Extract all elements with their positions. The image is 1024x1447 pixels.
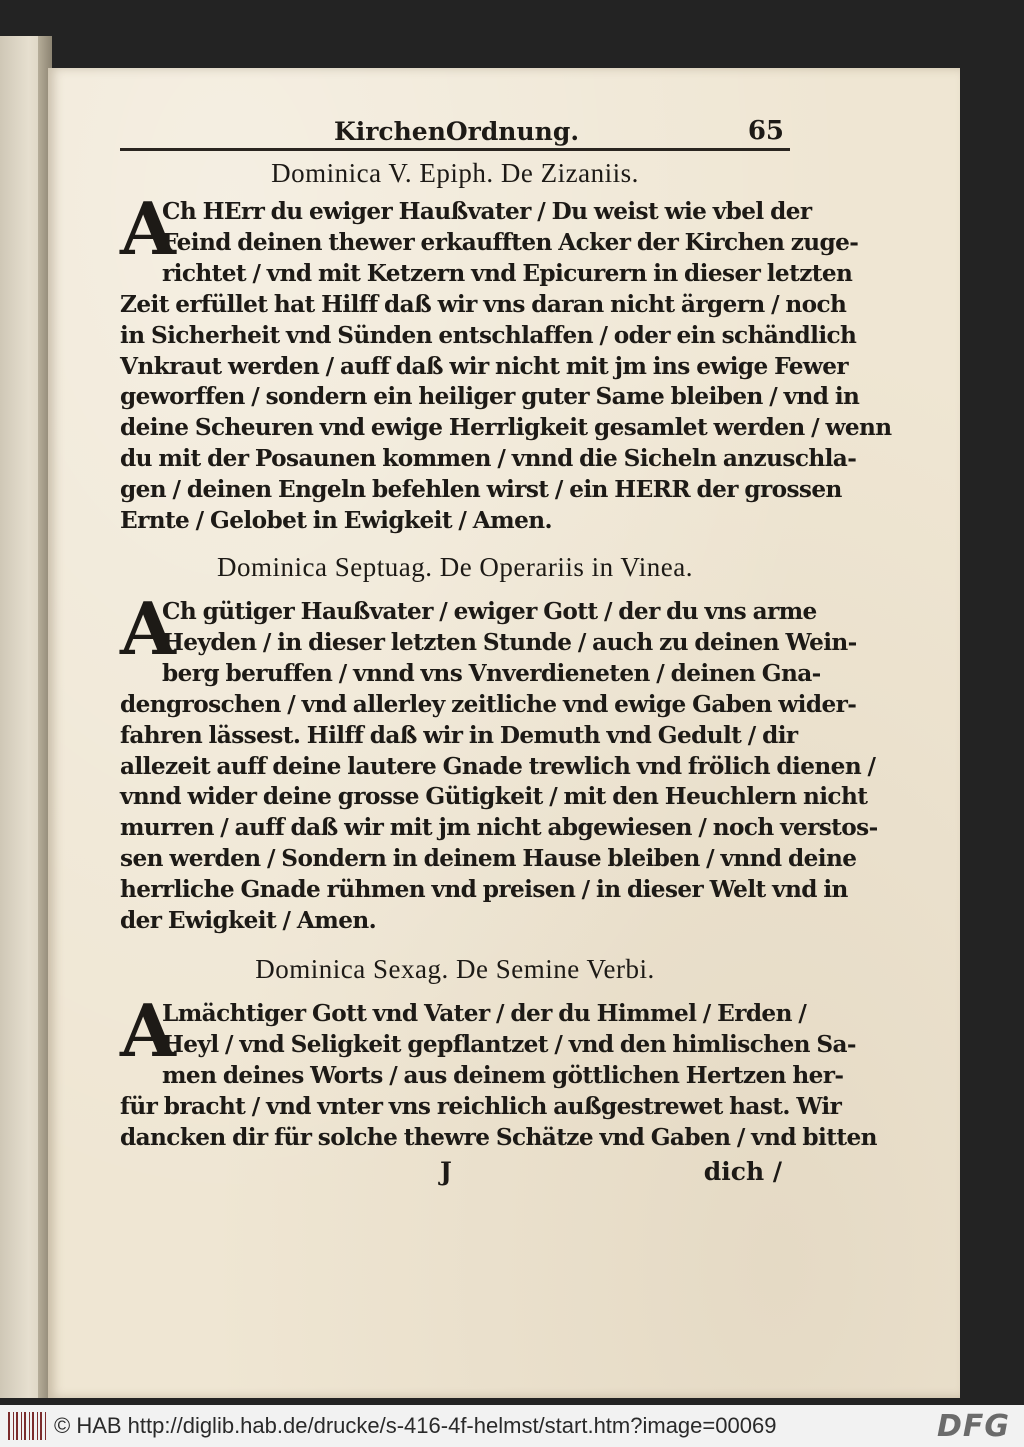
text-line: für bracht / vnd vnter vns reichlich außgestrewet hast. Wir (120, 1092, 842, 1120)
prayer-text (120, 585, 878, 937)
text-line: Ch HErr du ewiger Haußvater / Du weist wie vbel der (162, 198, 812, 225)
drop-cap: A (120, 186, 176, 271)
catchword-line (120, 1157, 790, 1186)
section-title: Dominica Septuag. De Operariis in Vinea. (216, 551, 693, 582)
viewer-footer (0, 1405, 1024, 1447)
text-line: geworffen / sondern ein heiliger guter Same bleiben / vnd in (120, 383, 860, 411)
folio-number: 65 (747, 116, 784, 146)
catchword: dich / (703, 1157, 782, 1187)
section-semine-verbi (120, 951, 877, 1154)
text-line: Heyden / in dieser letzten Stunde / auch zu deinen Wein- (162, 628, 857, 656)
book-page (48, 68, 960, 1398)
section-operariis (120, 549, 878, 937)
text-line: du mit der Posaunen kommen / vnnd die Sicheln anzuschla- (120, 445, 857, 473)
text-line: Ernte / Gelobet in Ewigkeit / Amen. (120, 507, 552, 535)
text-block (120, 112, 892, 1187)
running-title: KirchenOrdnung. (334, 117, 580, 146)
text-line: deine Scheuren vnd ewige Herrligkeit gesamlet werden / wenn (120, 414, 892, 442)
text-line: Ch gütiger Haußvater / ewiger Gott / der du vns arme (162, 597, 817, 625)
text-line: men deines Worts / aus deinem göttlichen Hertzen her- (162, 1061, 844, 1089)
section-title: Dominica V. Epiph. De Zizaniis. (271, 158, 639, 188)
barcode-icon (8, 1412, 46, 1440)
text-line: allezeit auff deine lautere Gnade trewlich vnd frölich dienen / (120, 752, 876, 780)
text-line: Vnkraut werden / auff daß wir nicht mit jm ins ewige Fewer (120, 352, 849, 380)
section-title: Dominica Sexag. De Semine Verbi. (255, 953, 655, 984)
text-line: vnnd wider deine grosse Gütigkeit / mit den Heuchlern nicht (120, 783, 868, 811)
text-line: der Ewigkeit / Amen. (120, 907, 377, 935)
text-line: berg beruffen / vnnd vns Vnverdieneten / deinen Gna- (162, 659, 821, 687)
section-zizaniis (120, 155, 892, 537)
text-line: Feind deinen thewer erkaufften Acker der Kirchen zuge- (162, 228, 859, 256)
text-line: sen werden / Sondern in deinem Hause bleiben / vnnd deine (120, 845, 857, 873)
running-head (120, 112, 790, 146)
text-line: Zeit erfüllet hat Hilff daß wir vns daran nicht ärgern / noch (120, 290, 847, 318)
text-line: Heyl / vnd Seligkeit gepflantzet / vnd den himlischen Sa- (162, 1030, 856, 1058)
copyright-link[interactable]: © HAB http://diglib.hab.de/drucke/s-416-4f-helmst/start.htm?image=00069 (54, 1413, 777, 1438)
signature-mark: J (440, 1157, 452, 1187)
prayer-text (120, 987, 877, 1154)
drop-cap: A (120, 987, 176, 1073)
dfg-logo: DFG (936, 1409, 1010, 1444)
drop-cap: A (120, 585, 176, 671)
text-line: fahren lässest. Hilff daß wir in Demuth vnd Gedult / dir (120, 721, 798, 749)
header-rule (120, 148, 790, 151)
text-line: gen / deinen Engeln befehlen wirst / ein HERR der grossen (120, 476, 842, 504)
prayer-text (120, 186, 892, 537)
text-line: in Sicherheit vnd Sünden entschlaffen / oder ein schändlich (120, 321, 857, 349)
text-line: richtet / vnd mit Ketzern vnd Epicurern in dieser letzten (162, 259, 853, 287)
text-line: dancken dir für solche thewre Schätze vnd Gaben / vnd bitten (120, 1123, 877, 1151)
text-line: dengroschen / vnd allerley zeitliche vnd ewige Gaben wider- (120, 690, 857, 718)
text-line: murren / auff daß wir mit jm nicht abgewiesen / noch verstos- (120, 814, 878, 842)
text-line: Lmächtiger Gott vnd Vater / der du Himmel / Erden / (162, 999, 807, 1027)
text-line: herrliche Gnade rühmen vnd preisen / in dieser Welt vnd in (120, 876, 848, 904)
